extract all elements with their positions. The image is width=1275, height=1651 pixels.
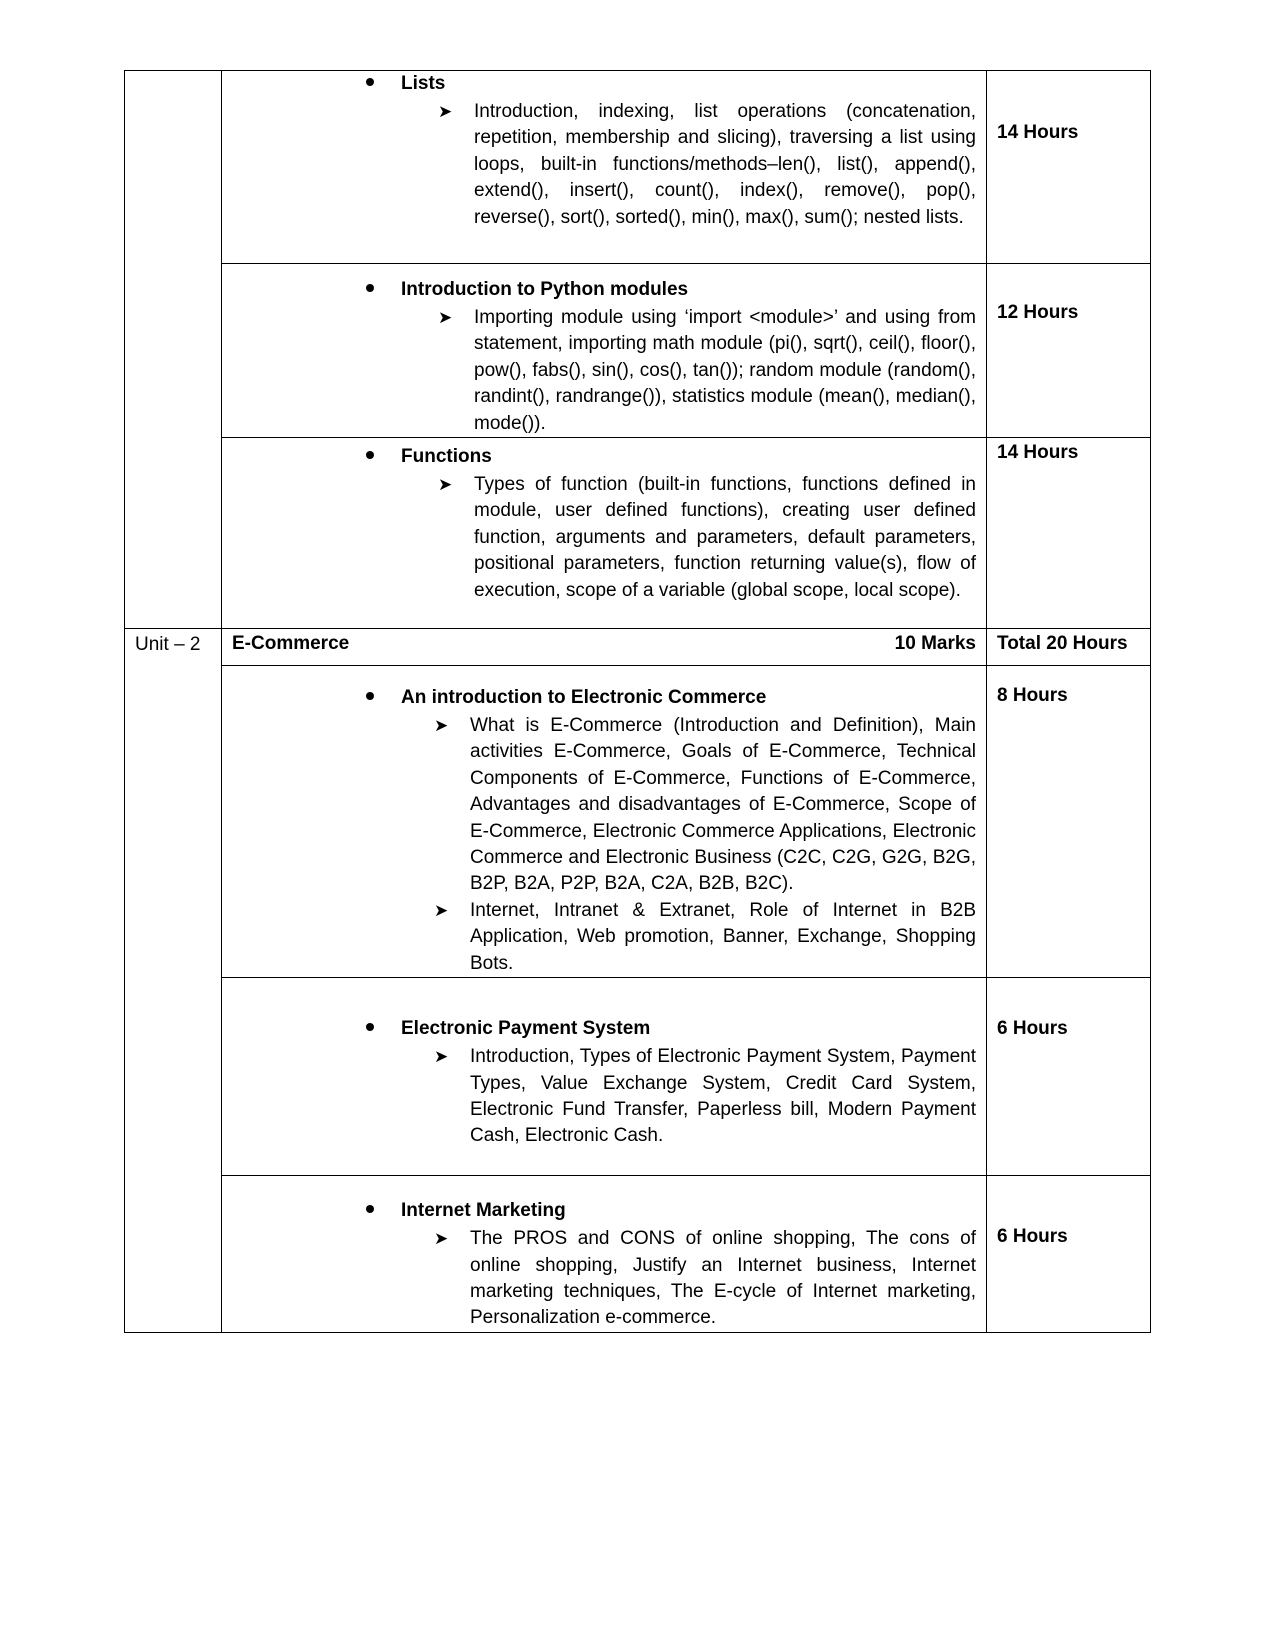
bullet-icon	[366, 284, 374, 292]
table-row	[125, 666, 1151, 978]
hours-value: 12 Hours	[997, 302, 1079, 323]
syllabus-table	[124, 70, 1151, 1333]
bullet-icon	[366, 78, 374, 86]
topic-title: Electronic Payment System	[401, 1018, 651, 1040]
bullet-icon	[366, 1205, 374, 1213]
hours-value: 8 Hours	[997, 685, 1068, 707]
topic-title: Lists	[401, 73, 446, 94]
unit-cell	[125, 629, 222, 666]
hours-cell	[987, 666, 1151, 978]
topic-cell	[222, 978, 987, 1176]
table-row	[125, 1176, 1151, 1333]
bullet-icon	[366, 692, 374, 700]
hours-cell	[987, 978, 1151, 1176]
topic-cell	[222, 264, 987, 438]
arrow-bullet-icon: ➤	[438, 102, 453, 121]
unit-label: Unit – 2	[135, 634, 201, 656]
table-row	[125, 438, 1151, 629]
arrow-bullet-icon: ➤	[438, 308, 453, 327]
topic-detail: Internet, Intranet & Extranet, Role of Internet in B2B Application, Web promotion, Banner, Exchange, Shopping Bots.	[470, 899, 976, 974]
arrow-bullet-icon: ➤	[434, 1047, 449, 1067]
arrow-bullet-icon: ➤	[434, 716, 449, 736]
arrow-bullet-icon: ➤	[434, 900, 449, 920]
hours-value: 6 Hours	[997, 1226, 1068, 1248]
unit-header-row	[125, 629, 1151, 666]
topic-title: Internet Marketing	[401, 1200, 566, 1222]
unit-cell	[125, 978, 222, 1176]
topic-detail: Introduction, indexing, list operations (concatenation, repetition, membership and slicing), traversing a list using loops, built-in functions/methods–len(), list(), append(), extend(), insert(), count(), index(), remove(), pop(), reverse(), sort(), sorted(), min(), max(), sum(); nested lists.	[474, 101, 976, 228]
topic-title: Introduction to Python modules	[401, 279, 689, 300]
total-hours: Total 20 Hours	[997, 633, 1128, 655]
topic-detail: Importing module using ‘import <module>’ and using from statement, importing math module (pi(), sqrt(), ceil(), floor(), pow(), fabs(), sin(), cos(), tan()); random module (random(), randint(), randrange()), statistics module (mean(), median(), mode()).	[474, 307, 976, 434]
arrow-bullet-icon: ➤	[438, 475, 453, 495]
unit-cell	[125, 71, 222, 264]
hours-value: 14 Hours	[997, 442, 1079, 464]
bullet-icon	[366, 1023, 374, 1031]
hours-value: 6 Hours	[997, 1018, 1068, 1040]
unit-cell	[125, 438, 222, 629]
topic-cell	[222, 666, 987, 978]
arrow-bullet-icon: ➤	[434, 1229, 449, 1249]
topic-detail: Introduction, Types of Electronic Payment System, Payment Types, Value Exchange System, Credit Card System, Electronic Fund Transfer, Paperless bill, Modern Payment Cash, Electronic Cash.	[470, 1046, 976, 1147]
topic-title: Functions	[401, 446, 492, 468]
topic-title: An introduction to Electronic Commerce	[401, 687, 767, 709]
topic-detail: Types of function (built-in functions, functions defined in module, user defined functions), creating user defined function, arguments and parameters, default parameters, positional parameters, function returning value(s), flow of execution, scope of a variable (global scope, local scope).	[474, 474, 976, 601]
topic-cell	[222, 438, 987, 629]
topic-detail: What is E-Commerce (Introduction and Definition), Main activities E-Commerce, Goals of E-Commerce, Technical Components of E-Commerce, Functions of E-Commerce, Advantages and disadvantages of E-Commerce, Scope of E-Commerce, Electronic Commerce Applications, Electronic Commerce and Electronic Business (C2C, C2G, G2G, B2G, B2P, B2A, P2P, B2A, C2A, B2B, B2C).	[470, 715, 976, 895]
table-row	[125, 71, 1151, 264]
unit-title-cell	[222, 629, 987, 666]
unit-cell	[125, 1176, 222, 1333]
unit-marks: 10 Marks	[894, 633, 976, 655]
unit-cell	[125, 264, 222, 438]
table-row	[125, 978, 1151, 1176]
hours-value: 14 Hours	[997, 122, 1079, 143]
topic-cell	[222, 71, 987, 264]
topic-detail: The PROS and CONS of online shopping, The cons of online shopping, Justify an Internet business, Internet marketing techniques, The E-cycle of Internet marketing, Personalization e-commerce.	[470, 1228, 976, 1329]
topic-cell	[222, 1176, 987, 1333]
hours-cell	[987, 438, 1151, 629]
table-row	[125, 264, 1151, 438]
hours-cell	[987, 71, 1151, 264]
total-hours-cell	[987, 629, 1151, 666]
hours-cell	[987, 264, 1151, 438]
hours-cell	[987, 1176, 1151, 1333]
unit-cell	[125, 666, 222, 978]
unit-title: E-Commerce	[232, 633, 350, 655]
bullet-icon	[366, 451, 374, 459]
